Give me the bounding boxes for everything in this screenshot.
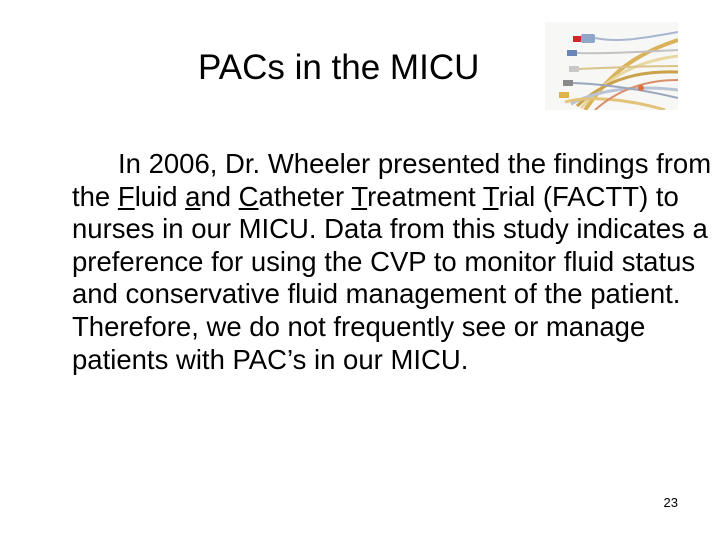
body-text-6: rial (FACTT) to nurses in our MICU. Data from this study indicates a preference for using the CVP to monitor fluid status and conservative fluid management of the patient. Therefore, we do not frequently see or manage patients with PAC’s in our MICU. [72,180,708,375]
page-number: 23 [663,495,678,510]
body-text-2: luid [134,180,186,212]
slide-title: PACs in the MICU [198,48,480,87]
body-text-4: atheter [258,180,352,212]
body-paragraph [72,148,712,376]
body-text-1: In 2006, Dr. Wheeler presented the findings from the [72,148,712,212]
acronym-letter-f: F [117,180,135,212]
acronym-letter-t1: T [351,180,368,212]
acronym-letter-t2: T [482,180,499,212]
acronym-letter-a: a [185,180,201,212]
body-text-5: reatment [367,180,483,212]
body-text-3: nd [200,180,239,212]
catheter-icon [545,22,678,110]
acronym-letter-c: C [238,180,259,212]
